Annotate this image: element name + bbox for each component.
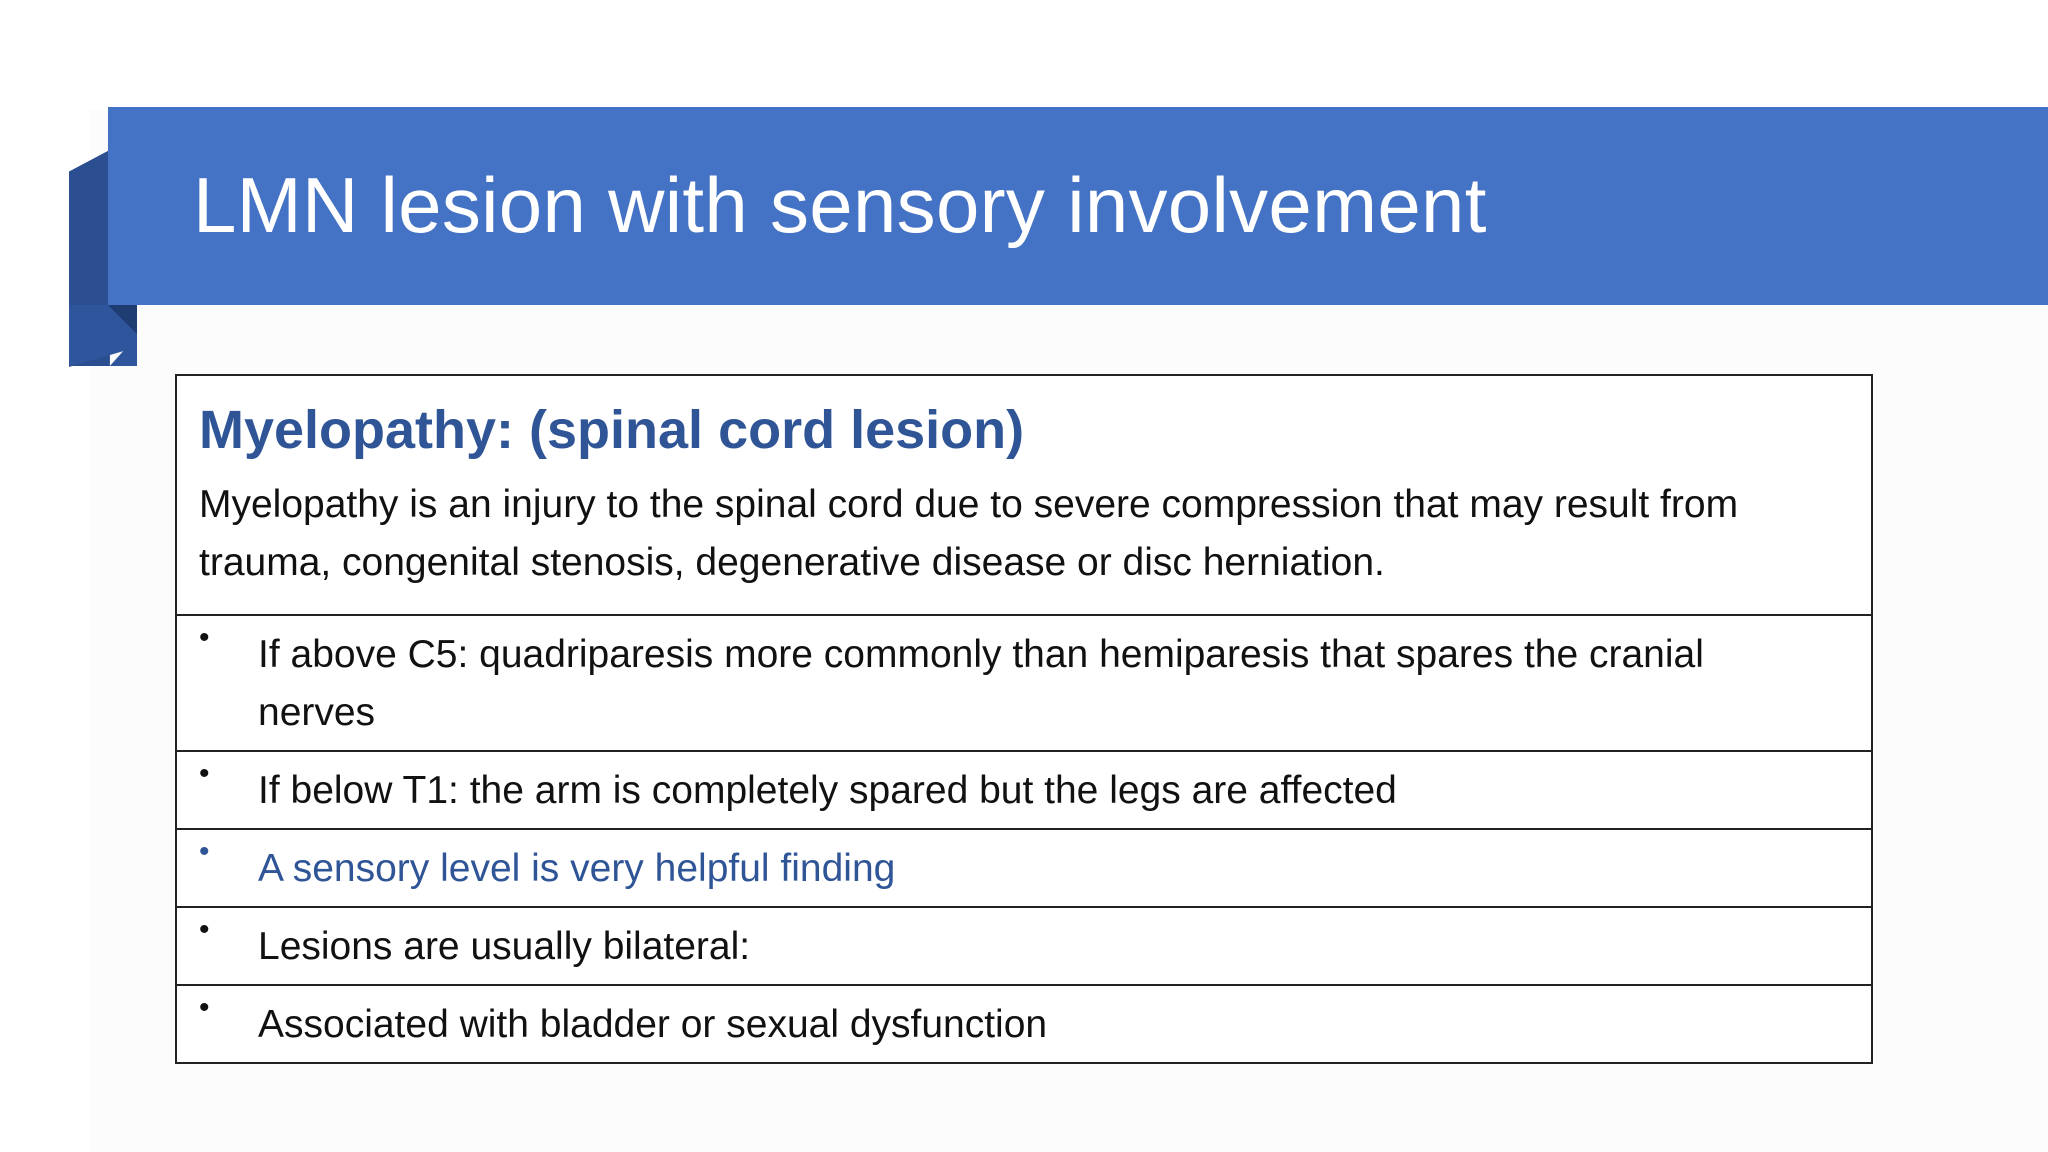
- table-row: [177, 986, 1871, 1062]
- bullet-icon: •: [199, 835, 210, 868]
- bullet-text: Lesions are usually bilateral:: [258, 925, 751, 968]
- bullet-text: If below T1: the arm is completely spared but the legs are affected: [258, 769, 1397, 812]
- bullet-text: If above C5: quadriparesis more commonly than hemiparesis that spares the cranial nerves: [258, 633, 1704, 734]
- bullet-icon: •: [199, 757, 210, 790]
- bullet-icon: •: [199, 621, 210, 654]
- content-table: [175, 374, 1873, 1064]
- bullet-text: Associated with bladder or sexual dysfunction: [258, 1003, 1048, 1046]
- bullet-icon: •: [199, 913, 210, 946]
- intro-cell: [177, 376, 1871, 616]
- bullet-text: A sensory level is very helpful finding: [258, 847, 896, 890]
- table-row: [177, 616, 1871, 752]
- intro-paragraph: Myelopathy is an injury to the spinal cord due to severe compression that may result from trauma, congenital stenosis, degenerative disease or disc herniation.: [199, 483, 1739, 584]
- section-heading: Myelopathy: (spinal cord lesion): [199, 400, 1025, 460]
- table-row: [177, 752, 1871, 830]
- table-row: [177, 908, 1871, 986]
- table-row-highlighted: [177, 830, 1871, 908]
- slide-title: LMN lesion with sensory involvement: [193, 161, 1487, 249]
- bullet-icon: •: [199, 991, 210, 1024]
